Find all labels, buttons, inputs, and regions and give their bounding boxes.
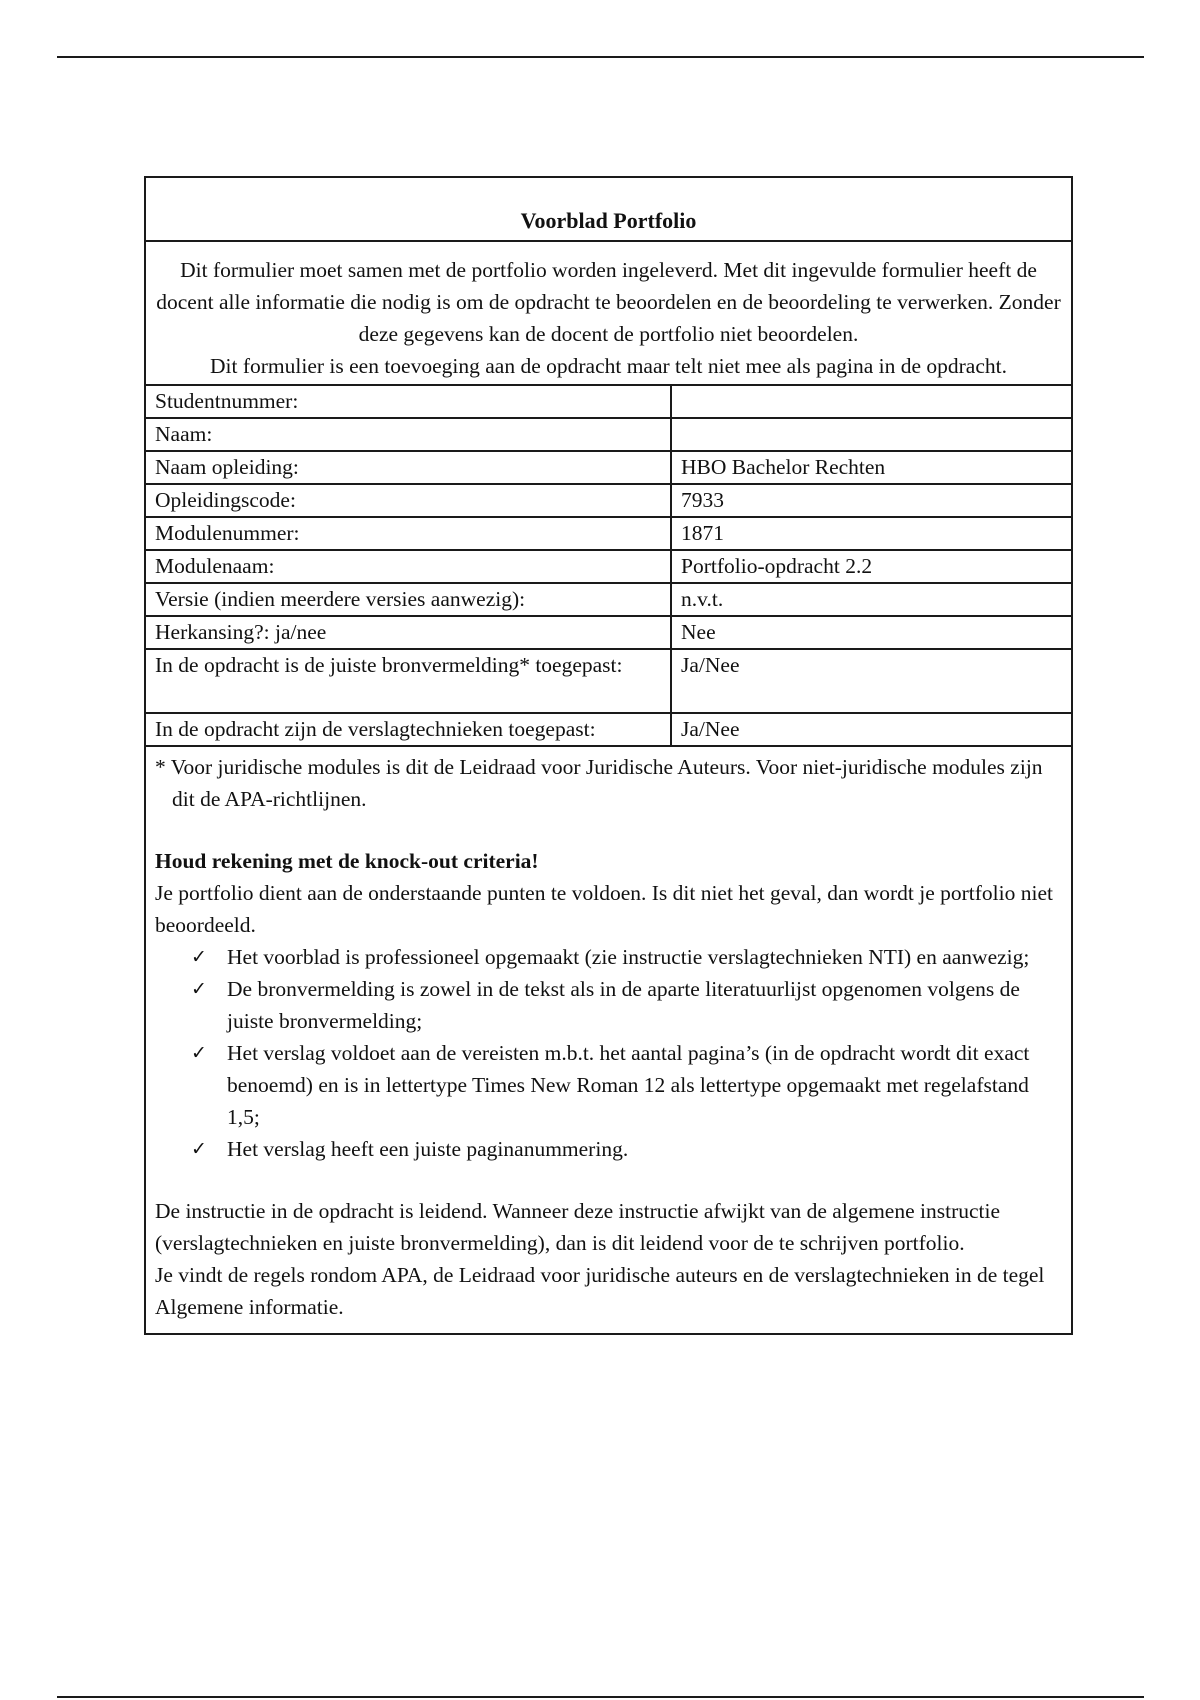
list-item — [191, 941, 1062, 973]
checkmark-icon: ✓ — [191, 946, 207, 968]
checkmark-icon: ✓ — [191, 1042, 207, 1064]
table-row — [146, 616, 1071, 649]
form-intro — [146, 242, 1071, 386]
footer-rule — [57, 1696, 1144, 1698]
field-value-verslagtechnieken[interactable]: Ja/Nee — [671, 713, 1071, 746]
closing-paragraph: De instructie in de opdracht is leidend. Wanneer deze instructie afwijkt van de algemene instructie (verslagtechnieken en juiste bronvermelding), dan is dit leidend voor de te schrijven portfolio. — [155, 1199, 1001, 1255]
table-row — [146, 517, 1071, 550]
table-row — [146, 550, 1071, 583]
field-label-naam-opleiding: Naam opleiding: — [146, 451, 671, 484]
table-row — [146, 451, 1071, 484]
notes-section — [146, 747, 1071, 1333]
intro-paragraph: Dit formulier moet samen met de portfolio worden ingeleverd. Met dit ingevulde formulier heeft de docent alle informatie die nodig is om de opdracht te beoordelen en de beoordeling te verwerken. Zonder deze gegevens kan de docent de portfolio niet beoordelen. — [156, 258, 1061, 346]
table-row — [146, 713, 1071, 746]
criterion-text: Het voorblad is professioneel opgemaakt (zie instructie verslagtechnieken NTI) en aanwezig; — [227, 945, 1030, 969]
field-value-versie[interactable]: n.v.t. — [671, 583, 1071, 616]
table-row — [146, 484, 1071, 517]
field-value-herkansing[interactable]: Nee — [671, 616, 1071, 649]
field-value-modulenaam[interactable]: Portfolio-opdracht 2.2 — [671, 550, 1071, 583]
footnote: * Voor juridische modules is dit de Leidraad voor Juridische Auteurs. Voor niet-juridische modules zijn dit de APA-richtlijnen. — [155, 755, 1043, 811]
list-item — [191, 1037, 1062, 1133]
fields-table — [146, 386, 1071, 747]
field-label-bronvermelding: In de opdracht is de juiste bronvermelding* toegepast: — [146, 649, 671, 713]
field-label-verslagtechnieken: In de opdracht zijn de verslagtechnieken toegepast: — [146, 713, 671, 746]
field-label-modulenaam: Modulenaam: — [146, 550, 671, 583]
field-label-herkansing: Herkansing?: ja/nee — [146, 616, 671, 649]
checkmark-icon: ✓ — [191, 978, 207, 1000]
field-label-modulenummer: Modulenummer: — [146, 517, 671, 550]
criterion-text: Het verslag heeft een juiste paginanummering. — [227, 1137, 629, 1161]
field-value-naam-opleiding[interactable]: HBO Bachelor Rechten — [671, 451, 1071, 484]
table-row — [146, 386, 1071, 418]
table-row — [146, 583, 1071, 616]
intro-paragraph: Dit formulier is een toevoeging aan de opdracht maar telt niet mee als pagina in de opdracht. — [209, 354, 1007, 378]
field-value-naam[interactable] — [671, 418, 1071, 451]
field-value-studentnummer[interactable] — [671, 386, 1071, 418]
criteria-list — [155, 941, 1062, 1165]
table-row — [146, 418, 1071, 451]
field-label-opleidingscode: Opleidingscode: — [146, 484, 671, 517]
field-value-modulenummer[interactable]: 1871 — [671, 517, 1071, 550]
form-title: Voorblad Portfolio — [146, 178, 1071, 242]
cover-form — [144, 176, 1073, 1335]
knockout-heading: Houd rekening met de knock-out criteria! — [155, 849, 539, 873]
field-label-naam: Naam: — [146, 418, 671, 451]
list-item — [191, 973, 1062, 1037]
list-item — [191, 1133, 1062, 1165]
table-row — [146, 649, 1071, 713]
knockout-intro: Je portfolio dient aan de onderstaande punten te voldoen. Is dit niet het geval, dan wordt je portfolio niet beoordeeld. — [155, 881, 1053, 937]
checkmark-icon: ✓ — [191, 1138, 207, 1160]
criterion-text: Het verslag voldoet aan de vereisten m.b.t. het aantal pagina’s (in de opdracht wordt dit exact benoemd) en is in lettertype Times New Roman 12 als lettertype opgemaakt met regelafstand 1,5; — [227, 1041, 1030, 1129]
closing-paragraph: Je vindt de regels rondom APA, de Leidraad voor juridische auteurs en de verslagtechnieken in de tegel Algemene informatie. — [155, 1263, 1045, 1319]
field-label-versie: Versie (indien meerdere versies aanwezig): — [146, 583, 671, 616]
criterion-text: De bronvermelding is zowel in de tekst als in de aparte literatuurlijst opgenomen volgens de juiste bronvermelding; — [227, 977, 1020, 1033]
field-label-studentnummer: Studentnummer: — [146, 386, 671, 418]
field-value-opleidingscode[interactable]: 7933 — [671, 484, 1071, 517]
header-rule — [57, 56, 1144, 58]
field-value-bronvermelding[interactable]: Ja/Nee — [671, 649, 1071, 713]
